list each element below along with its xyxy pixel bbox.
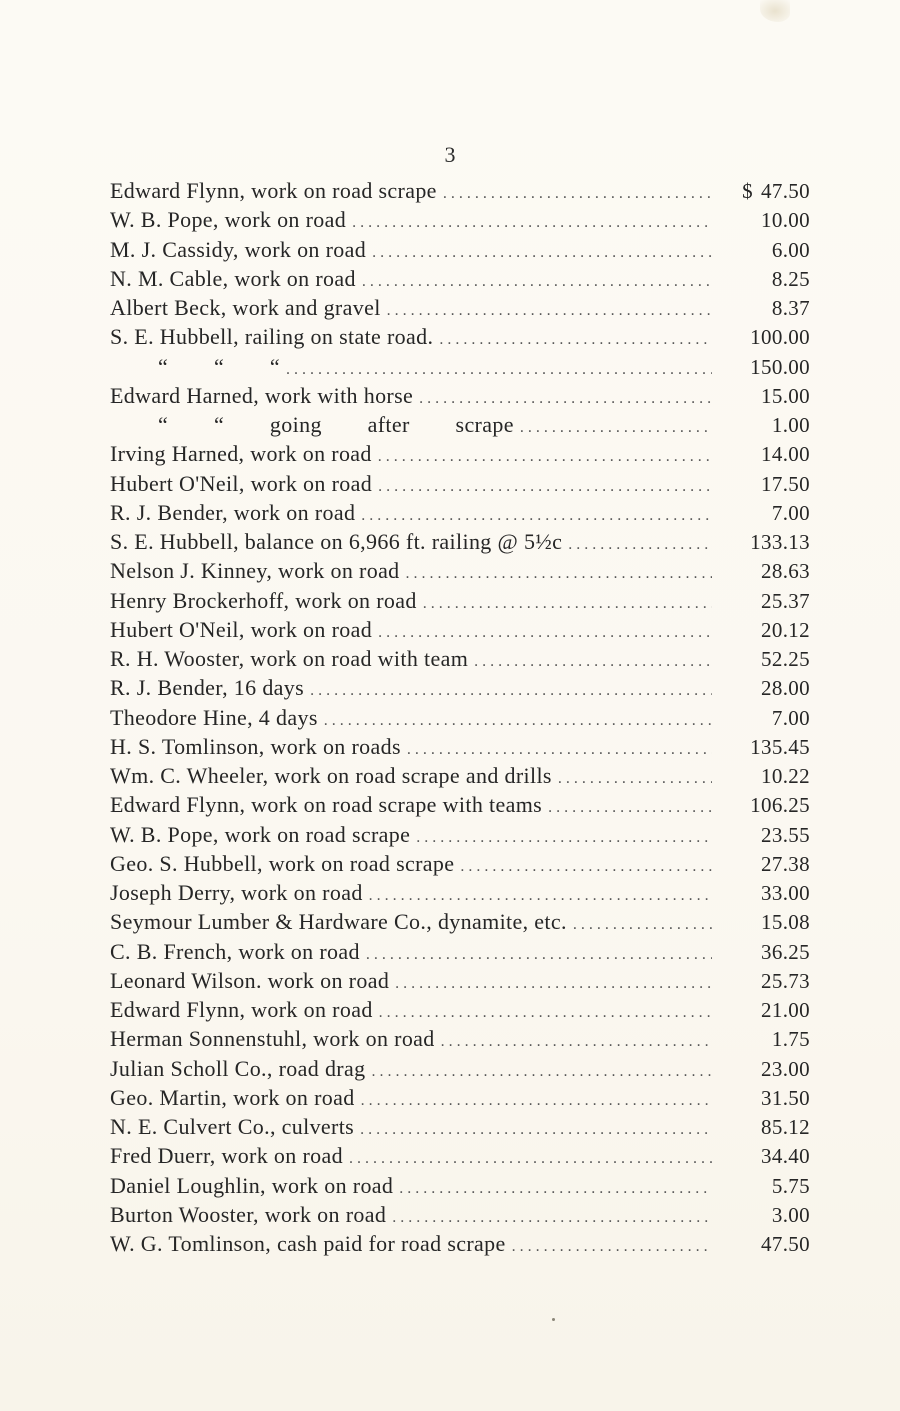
- entry-amount-cell: [720, 294, 810, 323]
- dot-leader: [324, 706, 712, 735]
- entry-amount-cell: [720, 733, 810, 762]
- entry-amount: 1.75: [771, 1027, 810, 1052]
- entry-description: S. E. Hubbell, balance on 6,966 ft. railing @ 5½c: [110, 529, 563, 554]
- entry-description: C. B. French, work on road: [110, 938, 360, 964]
- ledger-row: [110, 673, 810, 702]
- entry-amount: 47.50: [761, 179, 810, 203]
- entry-amount-cell: [720, 440, 810, 469]
- ledger-row: [110, 381, 810, 410]
- page-number: 3: [444, 142, 456, 167]
- dot-leader: [366, 940, 712, 969]
- entry-description: Theodore Hine, 4 days: [110, 704, 318, 730]
- ledger-row: [110, 176, 810, 205]
- entry-description: W. G. Tomlinson, cash paid for road scrape: [110, 1231, 506, 1256]
- dot-leader: [310, 676, 712, 705]
- ledger-row: [110, 644, 810, 673]
- entry-amount-cell: [720, 557, 810, 586]
- entry-description: Leonard Wilson. work on road: [110, 967, 390, 993]
- entry-description: W. B. Pope, work on road scrape: [110, 821, 411, 847]
- entry-description: Edward Flynn, work on road: [110, 997, 373, 1022]
- dot-leader: [369, 881, 712, 910]
- ledger-row: [110, 849, 810, 878]
- entry-amount: 8.25: [771, 266, 810, 291]
- dot-leader: [407, 735, 712, 764]
- dot-leader: [371, 1057, 712, 1086]
- entry-description: H. S. Tomlinson, work on roads: [110, 733, 401, 759]
- entry-description: Wm. C. Wheeler, work on road scrape and drills: [110, 763, 552, 788]
- entry-amount-cell: [720, 704, 810, 733]
- entry-amount: 23.00: [761, 1056, 810, 1081]
- ledger-row: [110, 761, 810, 790]
- ledger-row: [110, 703, 810, 732]
- ledger-row: [110, 1024, 810, 1053]
- entry-amount-cell: [720, 821, 810, 850]
- ledger-row: [110, 995, 810, 1024]
- entry-amount: 100.00: [750, 325, 810, 350]
- ledger-row: [110, 1112, 810, 1141]
- dot-leader: [392, 1203, 712, 1232]
- entry-amount: 27.38: [761, 851, 810, 876]
- entry-description: Fred Duerr, work on road: [110, 1143, 343, 1169]
- ledger-row: [110, 907, 810, 936]
- entry-amount-cell: [720, 967, 810, 996]
- entry-amount-cell: [720, 206, 810, 235]
- entry-amount: 14.00: [761, 442, 810, 467]
- entry-description: R. J. Bender, 16 days: [110, 675, 305, 701]
- dot-leader: [512, 1232, 712, 1261]
- entry-description: Irving Harned, work on road: [110, 441, 372, 467]
- entry-amount: 150.00: [750, 354, 810, 379]
- entry-description: Seymour Lumber & Hardware Co., dynamite, etc.: [110, 909, 567, 935]
- ledger-row: [110, 205, 810, 234]
- entry-description: Daniel Loughlin, work on road: [110, 1172, 394, 1198]
- entry-amount-cell: [720, 762, 810, 791]
- entry-description: Joseph Derry, work on road: [110, 880, 363, 905]
- ledger-row: [110, 966, 810, 995]
- entry-amount-cell: [720, 1201, 810, 1230]
- entry-description: R. J. Bender, work on road: [110, 499, 356, 525]
- dot-leader: [443, 179, 712, 208]
- ledger-row: [110, 322, 810, 351]
- entry-amount: 1.00: [771, 413, 810, 437]
- dot-leader: [423, 589, 712, 618]
- dot-leader: [361, 1086, 712, 1115]
- entry-amount-cell: [720, 470, 810, 499]
- dot-leader: [378, 472, 712, 501]
- entry-amount: 10.22: [761, 764, 810, 788]
- entry-amount-cell: [720, 850, 810, 879]
- entry-amount: 23.55: [761, 822, 810, 847]
- entry-amount-cell: [720, 265, 810, 294]
- entry-amount-cell: [720, 411, 810, 440]
- entry-amount: 31.50: [761, 1085, 810, 1110]
- ledger-row: [110, 1171, 810, 1200]
- ledger-row: [110, 498, 810, 527]
- entry-description: W. B. Pope, work on road: [110, 207, 347, 233]
- entry-description: Nelson J. Kinney, work on road: [110, 558, 400, 584]
- entry-amount: 135.45: [750, 734, 810, 759]
- dot-leader: [387, 296, 712, 325]
- entry-description: Julian Scholl Co., road drag: [110, 1055, 366, 1081]
- entry-description: Hubert O'Neil, work on road: [110, 616, 373, 642]
- entry-amount: 7.00: [771, 500, 810, 525]
- entry-amount: 133.13: [750, 530, 810, 554]
- entry-description: N. E. Culvert Co., culverts: [110, 1114, 355, 1139]
- dot-leader: [349, 1144, 712, 1173]
- entry-amount: 15.00: [761, 383, 810, 408]
- entry-amount-cell: [720, 616, 810, 645]
- ledger-row: [110, 439, 810, 468]
- entry-amount: 7.00: [771, 705, 810, 730]
- dot-leader: [372, 238, 712, 267]
- entry-description: “ “ going after scrape: [158, 412, 514, 437]
- dot-leader: [352, 208, 712, 237]
- ledger-row: [110, 586, 810, 615]
- ledger-row: [110, 293, 810, 322]
- dot-leader: [362, 267, 712, 296]
- entry-amount: 25.73: [761, 968, 810, 993]
- entry-description: Burton Wooster, work on road: [110, 1201, 387, 1227]
- entry-amount: 10.00: [761, 208, 810, 233]
- entry-amount: 15.08: [761, 910, 810, 935]
- ledger-row: [110, 820, 810, 849]
- dot-leader: [474, 647, 712, 676]
- ledger-row: [110, 732, 810, 761]
- currency-symbol: $: [742, 179, 753, 203]
- ledger-row: [110, 937, 810, 966]
- ledger-row: [110, 410, 810, 439]
- entry-amount-cell: [720, 674, 810, 703]
- entry-amount-cell: [720, 1055, 810, 1084]
- entry-amount-cell: [720, 1113, 810, 1142]
- ledger-row: [110, 615, 810, 644]
- entry-description: Edward Flynn, work on road scrape with teams: [110, 792, 543, 818]
- entry-amount-cell: [720, 499, 810, 528]
- entry-amount-cell: [720, 382, 810, 411]
- entry-amount: 85.12: [761, 1115, 810, 1139]
- dot-leader: [378, 618, 712, 647]
- dot-leader: [441, 1027, 712, 1056]
- ledger-row: [110, 1229, 810, 1258]
- entry-description: Hubert O'Neil, work on road: [110, 470, 373, 496]
- entry-amount-cell: [720, 791, 810, 820]
- paper-stain: [760, 0, 790, 22]
- entry-amount-cell: [720, 908, 810, 937]
- entry-amount: 52.25: [761, 647, 810, 671]
- ledger-row: [110, 790, 810, 819]
- entry-amount: 36.25: [761, 939, 810, 964]
- entry-description: M. J. Cassidy, work on road: [110, 236, 367, 262]
- ledger-row: [110, 527, 810, 556]
- entry-amount-cell: [720, 1230, 810, 1259]
- entry-amount: 17.50: [761, 471, 810, 496]
- entry-description: R. H. Wooster, work on road with team: [110, 646, 469, 671]
- dot-leader: [548, 793, 712, 822]
- entry-amount-cell: [720, 879, 810, 908]
- entry-amount-cell: [720, 528, 810, 557]
- entry-amount-cell: [720, 1025, 810, 1054]
- entry-amount: 25.37: [761, 588, 810, 613]
- entry-amount: 28.63: [761, 559, 810, 584]
- entry-description: Herman Sonnenstuhl, work on road: [110, 1026, 435, 1052]
- entry-description: Geo. S. Hubbell, work on road scrape: [110, 850, 455, 876]
- dot-leader: [416, 823, 712, 852]
- entry-amount-cell: [720, 587, 810, 616]
- dot-leader: [419, 384, 712, 413]
- ledger-row: [110, 1054, 810, 1083]
- expense-ledger: [110, 176, 810, 1258]
- entry-amount: 34.40: [761, 1144, 810, 1169]
- entry-amount-cell: [720, 323, 810, 352]
- entry-amount-cell: [720, 645, 810, 674]
- entry-description: Albert Beck, work and gravel: [110, 295, 381, 320]
- dot-leader: [558, 764, 712, 793]
- ledger-row: [110, 235, 810, 264]
- entry-description: Edward Flynn, work on road scrape: [110, 178, 437, 203]
- entry-amount: 106.25: [750, 793, 810, 818]
- ledger-row: [110, 556, 810, 585]
- dot-leader: [361, 501, 712, 530]
- dot-leader: [378, 442, 712, 471]
- entry-amount-cell: [720, 1084, 810, 1113]
- ledger-row: [110, 878, 810, 907]
- dot-leader: [568, 530, 712, 559]
- entry-amount: 6.00: [771, 237, 810, 262]
- paper-speck: [552, 1318, 555, 1321]
- entry-description: Edward Harned, work with horse: [110, 382, 414, 408]
- ledger-row: [110, 1083, 810, 1112]
- entry-amount-cell: [720, 938, 810, 967]
- entry-amount: 5.75: [771, 1173, 810, 1198]
- entry-description: N. M. Cable, work on road: [110, 265, 356, 291]
- dot-leader: [573, 910, 712, 939]
- dot-leader: [439, 325, 712, 354]
- entry-amount-cell: [720, 1172, 810, 1201]
- ledger-row: [110, 1200, 810, 1229]
- dot-leader: [460, 852, 712, 881]
- dot-leader: [379, 998, 712, 1027]
- entry-description: Henry Brockerhoff, work on road: [110, 587, 417, 613]
- entry-amount-cell: [720, 353, 810, 382]
- entry-amount: 20.12: [761, 617, 810, 642]
- ledger-row: [110, 469, 810, 498]
- dot-leader: [360, 1115, 712, 1144]
- entry-amount: 47.50: [761, 1232, 810, 1256]
- entry-amount-cell: [720, 177, 810, 206]
- dot-leader: [406, 559, 712, 588]
- entry-description: “ “ “: [158, 353, 281, 379]
- entry-description: S. E. Hubbell, railing on state road.: [110, 324, 434, 350]
- dot-leader: [520, 413, 712, 442]
- ledger-row: [110, 352, 810, 381]
- dot-leader: [395, 969, 712, 998]
- entry-amount-cell: [720, 1142, 810, 1171]
- dot-leader: [286, 355, 712, 384]
- entry-amount: 33.00: [761, 881, 810, 905]
- entry-amount-cell: [720, 236, 810, 265]
- dot-leader: [399, 1174, 712, 1203]
- entry-description: Geo. Martin, work on road: [110, 1084, 355, 1110]
- ledger-row: [110, 1141, 810, 1170]
- entry-amount: 3.00: [771, 1202, 810, 1227]
- entry-amount: 21.00: [761, 998, 810, 1022]
- entry-amount: 8.37: [771, 296, 810, 320]
- entry-amount: 28.00: [761, 676, 810, 701]
- ledger-row: [110, 264, 810, 293]
- entry-amount-cell: [720, 996, 810, 1025]
